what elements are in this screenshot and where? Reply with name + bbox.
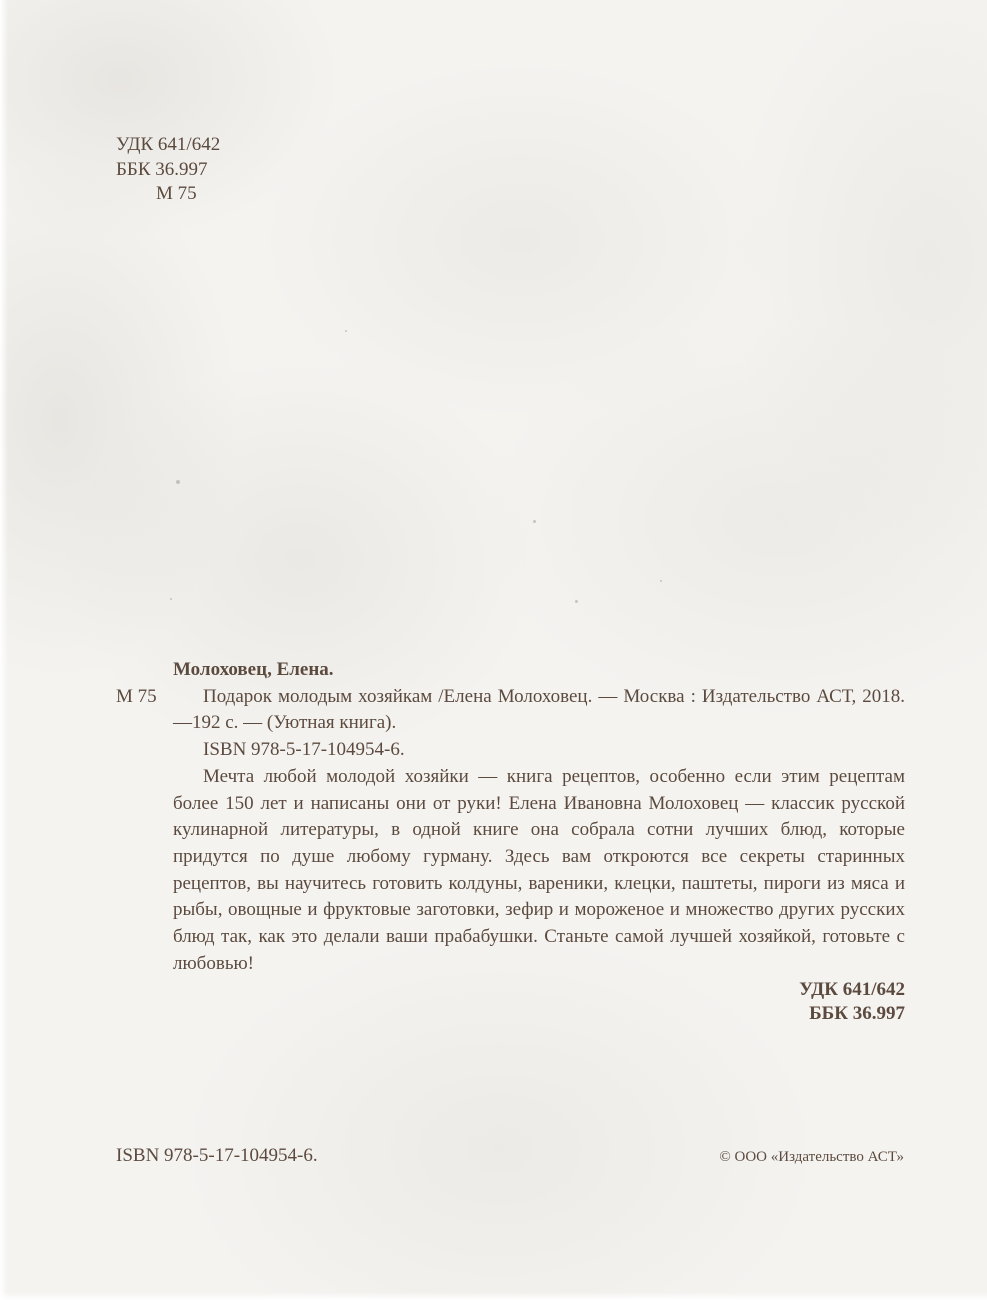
footer-isbn: ISBN 978-5-17-104954-6.: [116, 1145, 318, 1166]
card-author-mark: М 75: [116, 685, 157, 707]
paper-speck: [660, 580, 662, 582]
page-edge-bottom: [0, 1292, 987, 1300]
author-heading: Молоховец, Елена.: [173, 659, 334, 680]
paper-speck: [176, 480, 180, 484]
paper-speck: [575, 600, 578, 603]
title-statement: Подарок молодым хозяйкам /Елена Молоховец. — Москва : Издательство АСТ, 2018. —192 с. — (Уютная книга).: [173, 685, 905, 734]
page-edge-left: [0, 0, 8, 1300]
paper-speck: [345, 330, 347, 332]
author-mark: М 75: [156, 183, 197, 204]
card-isbn: ISBN 978-5-17-104954-6.: [203, 739, 405, 761]
bbk-code: ББК 36.997: [116, 158, 208, 180]
card-udk-code: УДК 641/642: [799, 979, 905, 1001]
title-statement-row: [116, 684, 905, 737]
card-classification-codes: [116, 978, 905, 1026]
copyright: © ООО «Издательство АСТ»: [719, 1149, 904, 1165]
card-bbk-code: ББК 36.997: [809, 1003, 905, 1025]
annotation: Мечта любой молодой хозяйки — книга рецептов, особенно если этим рецептам более 150 лет и написаны они от руки! Елена Ивановна Молоховец — классик русской кулинарной литературы, в одной книге она собрала сотни лучших блюд, которые придутся по душе любому гурману. Здесь вам откроются все секреты старинных рецептов, вы научитесь готовить колдуны, вареники, клецки, паштеты, пироги из мяса и рыбы, овощные и фруктовые заготовки, зефир и мороженое и множество других русских блюд так, как это делали ваши прабабушки. Станьте самой лучшей хозяйкой, готовьте с любовью!: [173, 765, 905, 974]
catalog-card: [116, 657, 905, 1026]
paper-speck: [533, 520, 536, 523]
udk-code: УДК 641/642: [116, 134, 221, 155]
classification-codes: [116, 133, 220, 207]
paper-speck: [170, 598, 172, 600]
